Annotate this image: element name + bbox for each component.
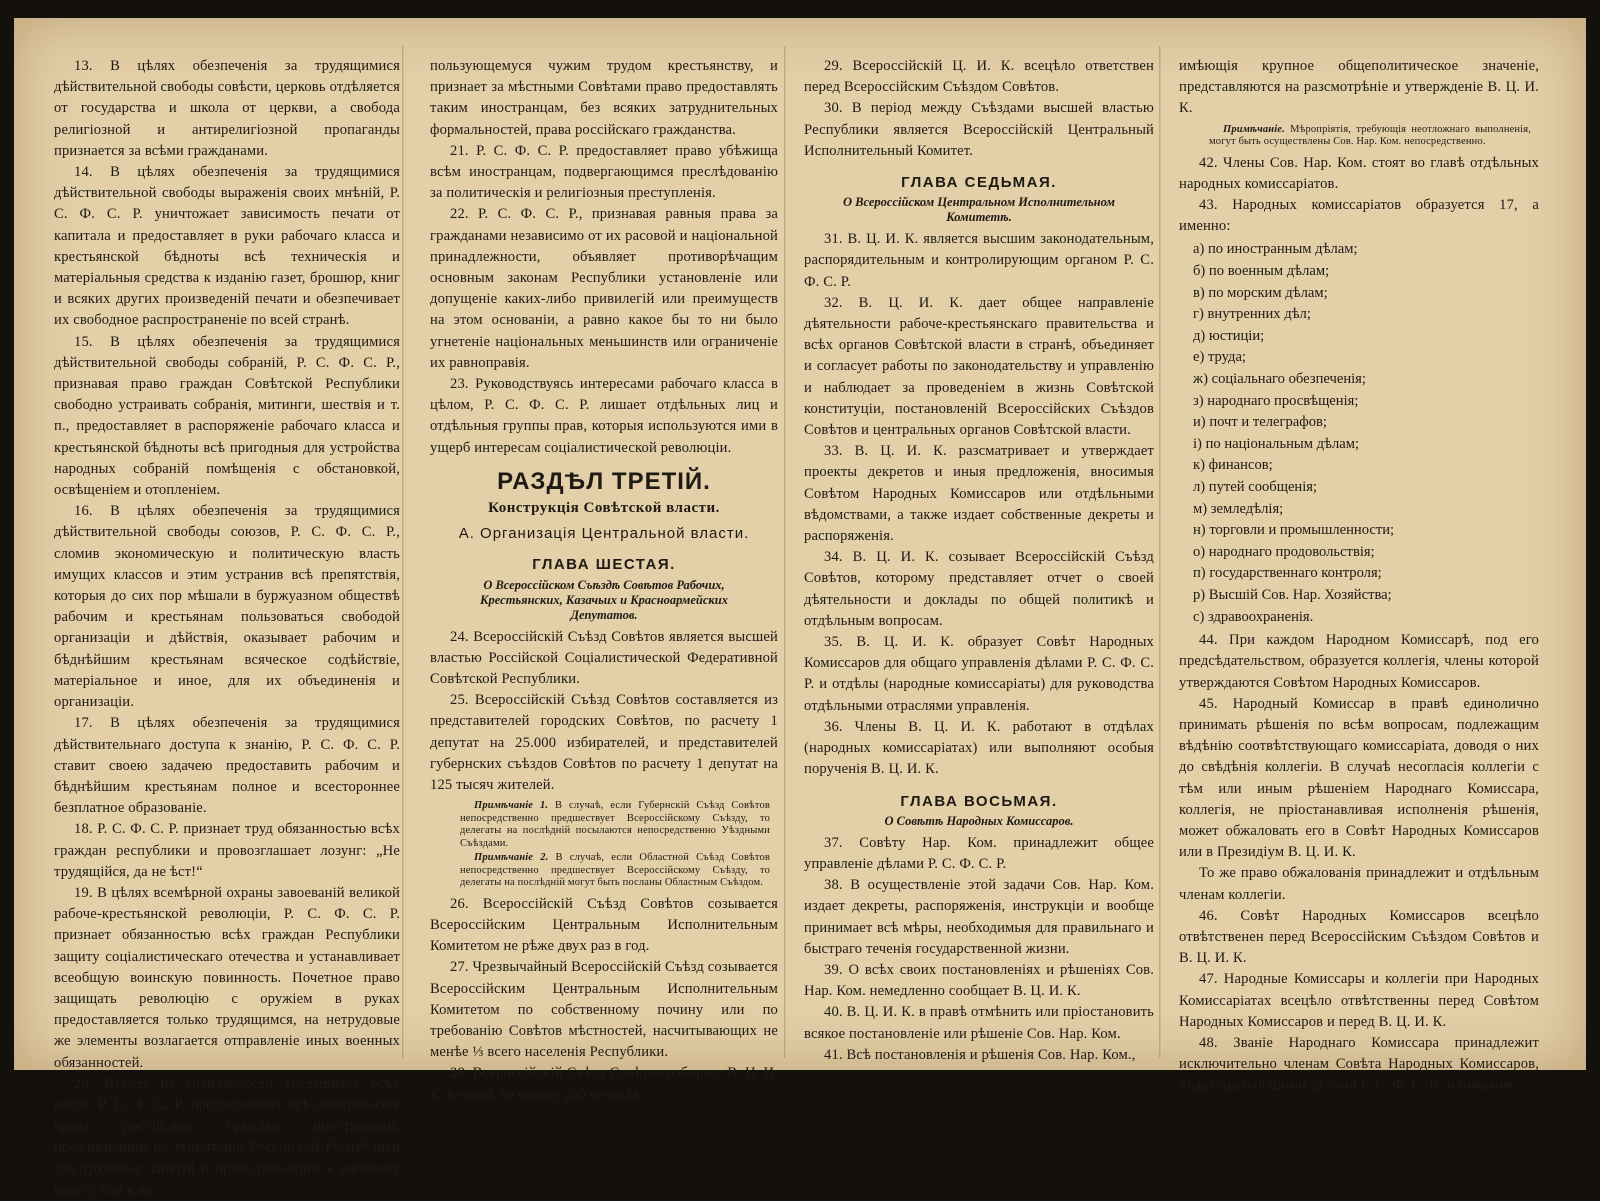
list-item: ж) соціальнаго обезпеченія; [1193, 370, 1366, 387]
article-36: 36. Члены В. Ц. И. К. работают в отдѣлах (народных комиссаріатах) или выполняют особыя порученія В. Ц. И. К. [804, 718, 1154, 778]
note-2-label: Примѣчаніе 2. [474, 852, 549, 864]
list-item: д) юстиціи; [1193, 327, 1265, 344]
article-31: 31. В. Ц. И. К. является высшим законодательным, распорядительным и контролирующим органом Р. С. Ф. С. Р. [804, 231, 1154, 290]
list-item: в) по морским дѣлам; [1193, 284, 1328, 301]
list-item: н) торговли и промышленности; [1193, 522, 1395, 539]
article-39: 39. О всѣх своих постановленіях и рѣшеніях Сов. Нар. Ком. немедленно сообщает В. Ц. И. К. [804, 961, 1154, 1000]
fold-crease [784, 46, 787, 1058]
article-32: 32. В. Ц. И. К. дает общее направленіе дѣятельности рабоче-крестьянскаго правительства и всѣх органов Совѣтской власти в странѣ, объединяет и согласует работы по законодательству и управленію и наблюдает за проведеніем в жизнь Совѣтской конституціи, постановленій Всероссійских Съѣздов Совѣтов и центральных органов Совѣтской власти. [804, 294, 1154, 439]
note-41 [1209, 124, 1531, 149]
chapter-7-title: ГЛАВА СЕДЬМАЯ. [901, 174, 1057, 192]
article-46: 46. Совѣт Народных Комиссаров всецѣло отвѣтственен перед Всероссійским Съѣздом Совѣтов и В. Ц. И. К. [1179, 907, 1539, 967]
note-1 [460, 800, 770, 890]
article-43: 43. Народных комиссаріатов образуется 17, а именно: [1179, 197, 1539, 235]
commissariat-list [1179, 239, 1539, 628]
article-20-continued: пользующемуся чужим трудом крестьянству, и признает за мѣстными Совѣтами право предоставлять таким иностранцам, без всяких затруднительных формальностей, права россійскаго гражданства. [430, 58, 778, 138]
chapter-7-subtitle: О Всероссійском Центральном Исполнительном Комитетѣ. [843, 195, 1115, 225]
list-item: а) по иностранным дѣлам; [1193, 241, 1358, 258]
section-subtitle: Конструкція Совѣтской власти. [488, 500, 720, 517]
note-1-text: В случаѣ, если Губернскій Съѣзд Совѣтов непосредственно предшествует Всероссійскому Съѣзду, то делегаты на послѣдній посылаются непосредственно Уѣздными Съѣздами. [460, 800, 771, 849]
note-1-label: Примѣчаніе 1. [474, 800, 549, 812]
article-30: 30. В період между Съѣздами высшей властью Республики является Всероссійскій Центральный Исполнительный Комитет. [804, 100, 1154, 159]
article-47: 47. Народные Комиссары и коллегіи при Народных Комиссаріатах всецѣло отвѣтственны перед Совѣтом Народных Комиссаров и перед В. Ц. И. К. [1179, 971, 1539, 1030]
list-item: к) финансов; [1193, 457, 1273, 474]
article-41: 41. Всѣ постановленія и рѣшенія Сов. Нар. Ком., [824, 1046, 1136, 1063]
document-sheet [14, 18, 1586, 1198]
chapter-6-subtitle: О Всероссійском Съѣздѣ Совѣтов Рабочих, Крестьянских, Казачьих и Красноармейских Депутатов. [480, 577, 728, 622]
article-17: 17. В цѣлях обезпеченія за трудящимися дѣйствительнаго доступа к знанію, Р. С. Ф. С. Р. ставит своею задачею предоставить рабочим и бѣднѣйшим крестьянам полное и всестороннее безплатное образованіе. [54, 715, 400, 817]
note-41-label: Примѣчаніе. [1223, 123, 1285, 135]
article-16: 16. В цѣлях обезпеченія за трудящимися дѣйствительной свободы союзов, Р. С. Ф. С. Р., сломив экономическую и политическую власть имущих классов и этим устранив всѣ препятствія, которыя до сих пор мѣшали в буржуазном обществѣ рабочим и крестьянам пользоваться свободой организаціи и дѣйствія, оказывает рабочим и бѣднѣйшим крестьянам всяческое содѣйствіе, матеріальное и иное, для их объединенія и организаціи. [54, 503, 400, 711]
chapter-8-title: ГЛАВА ВОСЬМАЯ. [900, 792, 1058, 810]
list-item: г) внутренних дѣл; [1193, 306, 1311, 323]
article-40: 40. В. Ц. И. К. в правѣ отмѣнить или пріостановить всякое постановленіе или рѣшеніе Сов. Нар. Ком. [804, 1004, 1154, 1042]
fold-crease [402, 46, 405, 1058]
fold-crease [1159, 46, 1162, 1058]
article-45-appeal: То же право обжалованія принадлежит и отдѣльным членам коллегіи. [1179, 865, 1539, 903]
list-item: і) по національным дѣлам; [1193, 435, 1360, 452]
text-column-2 [430, 56, 778, 1103]
article-29: 29. Всероссійскій Ц. И. К. всецѣло ответствен перед Всероссійским Съѣздом Совѣтов. [804, 58, 1154, 96]
note-41-text: Мѣропріятія, требующія неотложнаго выполненія, могут быть осуществлены Сов. Нар. Ком. непосредственно. [1209, 123, 1531, 148]
article-26: 26. Всероссійскій Съѣзд Совѣтов созывается Всероссійским Центральным Исполнительным Комитетом не рѣже двух раз в год. [430, 895, 778, 955]
list-item: л) путей сообщенія; [1193, 478, 1318, 495]
list-item: р) Высшій Сов. Нар. Хозяйства; [1193, 586, 1392, 603]
article-23: 23. Руководствуясь интересами рабочаго класса в цѣлом, Р. С. Ф. С. Р. лишает отдѣльных лиц и отдѣльныя группы прав, которыя используются ими в ущерб интересам соціалистической революціи. [430, 376, 778, 456]
article-37: 37. Совѣту Нар. Ком. принадлежит общее управленіе дѣлами Р. С. Ф. С. Р. [804, 834, 1154, 872]
text-column-1 [54, 56, 400, 1198]
list-item: и) почт и телеграфов; [1193, 414, 1327, 431]
list-item: о) народнаго продовольствія; [1193, 543, 1375, 560]
article-44: 44. При каждом Народном Комиссарѣ, под его предсѣдательством, образуется коллегія, члены которой утверждаются Совѣтом Народных Комиссаров. [1179, 632, 1539, 691]
article-19: 19. В цѣлях всемѣрной охраны завоеваній великой рабоче-крестьянской революціи, Р. С. Ф. С. Р. признает обязанностью всѣх граждан Республики защиту соціалистическаго отечества и устанавливает всеобщую воинскую повинность. Почетное право защищать революцію с оружіем в руках предоставляется только трудящимся, на нетрудовые же элементы возлагается отправленіе иных военных обязанностей. [54, 884, 400, 1071]
article-15: 15. В цѣлях обезпеченія за трудящимися дѣйствительной свободы собраній, Р. С. Ф. С. Р., признавая право граждан Совѣтской Республики свободно устраивать собранія, митинги, шествія и т. п., предоставляет в распоряженіе рабочаго класса и крестьянской бѣдноты всѣ пригодныя для устройства народных собраній помѣщенія с обстановкой, освѣщеніем и отопленіем. [54, 333, 400, 499]
list-item: з) народнаго просвѣщенія; [1193, 392, 1359, 409]
chapter-8-subtitle: О Совѣтѣ Народных Комиссаров. [884, 813, 1074, 828]
article-33: 33. В. Ц. И. К. разсматривает и утверждает проекты декретов и иныя предложенія, вносимыя Совѣтом Народных Комиссаров или отдѣльными вѣдомствами, а также издает собственные декреты и распоряженія. [804, 443, 1154, 545]
list-item: с) здравоохраненія. [1193, 608, 1314, 625]
article-42: 42. Члены Сов. Нар. Ком. стоят во главѣ отдѣльных народных комиссаріатов. [1179, 154, 1539, 192]
article-13: 13. В цѣлях обезпеченія за трудящимися дѣйствительной свободы совѣсти, церковь отдѣляется от государства и школа от церкви, а свобода религіозной и антирелигіозной пропаганды признается за всѣми гражданами. [54, 58, 400, 159]
article-14: 14. В цѣлях обезпеченія за трудящимися дѣйствительной свободы выраженія своих мнѣній, Р. С. Ф. С. Р. уничтожает зависимость печати от капитала и предоставляет в руки рабочаго класса и крестьянской бѣдноты всѣ техническія и матеріальныя средства к изданію газет, брошюр, книг и всяких других произведеній печати и обезпечивает их свободное распространеніе по всей странѣ. [54, 164, 400, 329]
article-20: 20. Исходя из солидарности трудящихся всѣх націй, Р. С. Ф. С. Р. предоставляет всѣ политическія права россійских граждан иностранцам, проживающим на территоріи Россійской Республики для трудовых занятій и принадлежащим к рабочему классу или к не [54, 1075, 400, 1198]
article-25: 25. Всероссійскій Съѣзд Совѣтов составляется из представителей городских Совѣтов, по расчету 1 депутат на 25.000 избирателей, и представителей губернских съѣздов Совѣтов по расчету 1 депутат на 125 тысяч жителей. [430, 692, 778, 794]
text-column-3 [804, 56, 1154, 1066]
article-18: 18. Р. С. Ф. С. Р. признает труд обязанностью всѣх граждан республики и провозглашает лозунг: „Не трудящійся, да не ѣст!“ [54, 821, 400, 880]
note-2-text: В случаѣ, если Областной Съѣзд Совѣтов непосредственно предшествует Всероссійскому Съѣзду, то делегаты на послѣдній могут быть посланы Областным Съѣздом. [460, 852, 771, 889]
article-35: 35. В. Ц. И. К. образует Совѣт Народных Комиссаров для общаго управленія дѣлами Р. С. Ф. С. Р. и отдѣлы (народные комиссаріаты) для руководства отдѣльными отраслями управленія. [804, 634, 1154, 714]
text-column-4 [1179, 56, 1539, 1094]
list-item: п) государственнаго контроля; [1193, 565, 1382, 582]
list-item: м) земледѣлія; [1193, 500, 1284, 517]
article-27: 27. Чрезвычайный Всероссійскій Съѣзд созывается Всероссійским Центральным Исполнительным Комитетом по собственному почину или по требованію Совѣтов мѣстностей, насчитывающих не менѣе ⅓ всего населенія Республики. [430, 959, 778, 1061]
article-48: 48. Званіе Народнаго Комиссара принадлежит исключительно членам Совѣта Народных Комиссаров, вѣдающаго общими дѣлами Р. С. Ф. С. Р., и никаким [1179, 1034, 1539, 1094]
list-item: е) труда; [1193, 349, 1246, 366]
article-45: 45. Народный Комиссар в правѣ единолично принимать рѣшенія по всѣм вопросам, подлежащим вѣдѣнію соотвѣтствующаго комиссаріата, доводя о них до свѣдѣнія коллегіи. В случаѣ несогласія коллегіи с тѣм или иным рѣшеніем Народнаго Комиссара, коллегія, не пріостанавливая исполненія рѣшенія, может обжаловать его в Совѣт Народных Комиссаров или в Президіум В. Ц. И. К. [1179, 695, 1539, 861]
article-34: 34. В. Ц. И. К. созывает Всероссійскій Съѣзд Совѣтов, которому представляет отчет о своей дѣятельности и доклады по общей политикѣ и отдѣльным вопросам. [804, 549, 1154, 629]
article-22: 22. Р. С. Ф. С. Р., признавая равныя права за гражданами независимо от их расовой и національной принадлежности, объявляет противорѣчащим основным законам Республики установленіе или допущеніе каких-либо привилегій или преимуществ на этом основаніи, а равно какое бы то ни было угнетеніе національных меньшинств или ограниченіе их равноправія. [430, 206, 778, 371]
article-28: 28. Всероссійскій Съѣзд Совѣтов избирает В. Ц. И. К. в числѣ не свыше 200 человѣк. [430, 1065, 778, 1103]
part-a-heading: А. Организація Центральной власти. [458, 525, 750, 543]
article-41-continued: имѣющія крупное общеполитическое значеніе, представляются на разсмотрѣніе и утвержденіе В. Ц. И. К. [1179, 58, 1539, 117]
article-24: 24. Всероссійскій Съѣзд Совѣтов является высшей властью Россійской Соціалистической Федеративной Совѣтской Республики. [430, 628, 778, 688]
article-21: 21. Р. С. Ф. С. Р. предоставляет право убѣжища всѣм иностранцам, подвергающимся преслѣдованію за политическія и религіозныя преступленія. [430, 142, 778, 202]
article-38: 38. В осуществленіе этой задачи Сов. Нар. Ком. издает декреты, распоряженія, инструкціи и вообще принимает всѣ мѣры, необходимыя для правильнаго и быстраго теченія государственной жизни. [804, 877, 1154, 957]
section-title: РАЗДѢЛ ТРЕТІЙ. [497, 467, 711, 495]
chapter-6-title: ГЛАВА ШЕСТАЯ. [532, 556, 676, 574]
list-item: б) по военным дѣлам; [1193, 263, 1330, 280]
